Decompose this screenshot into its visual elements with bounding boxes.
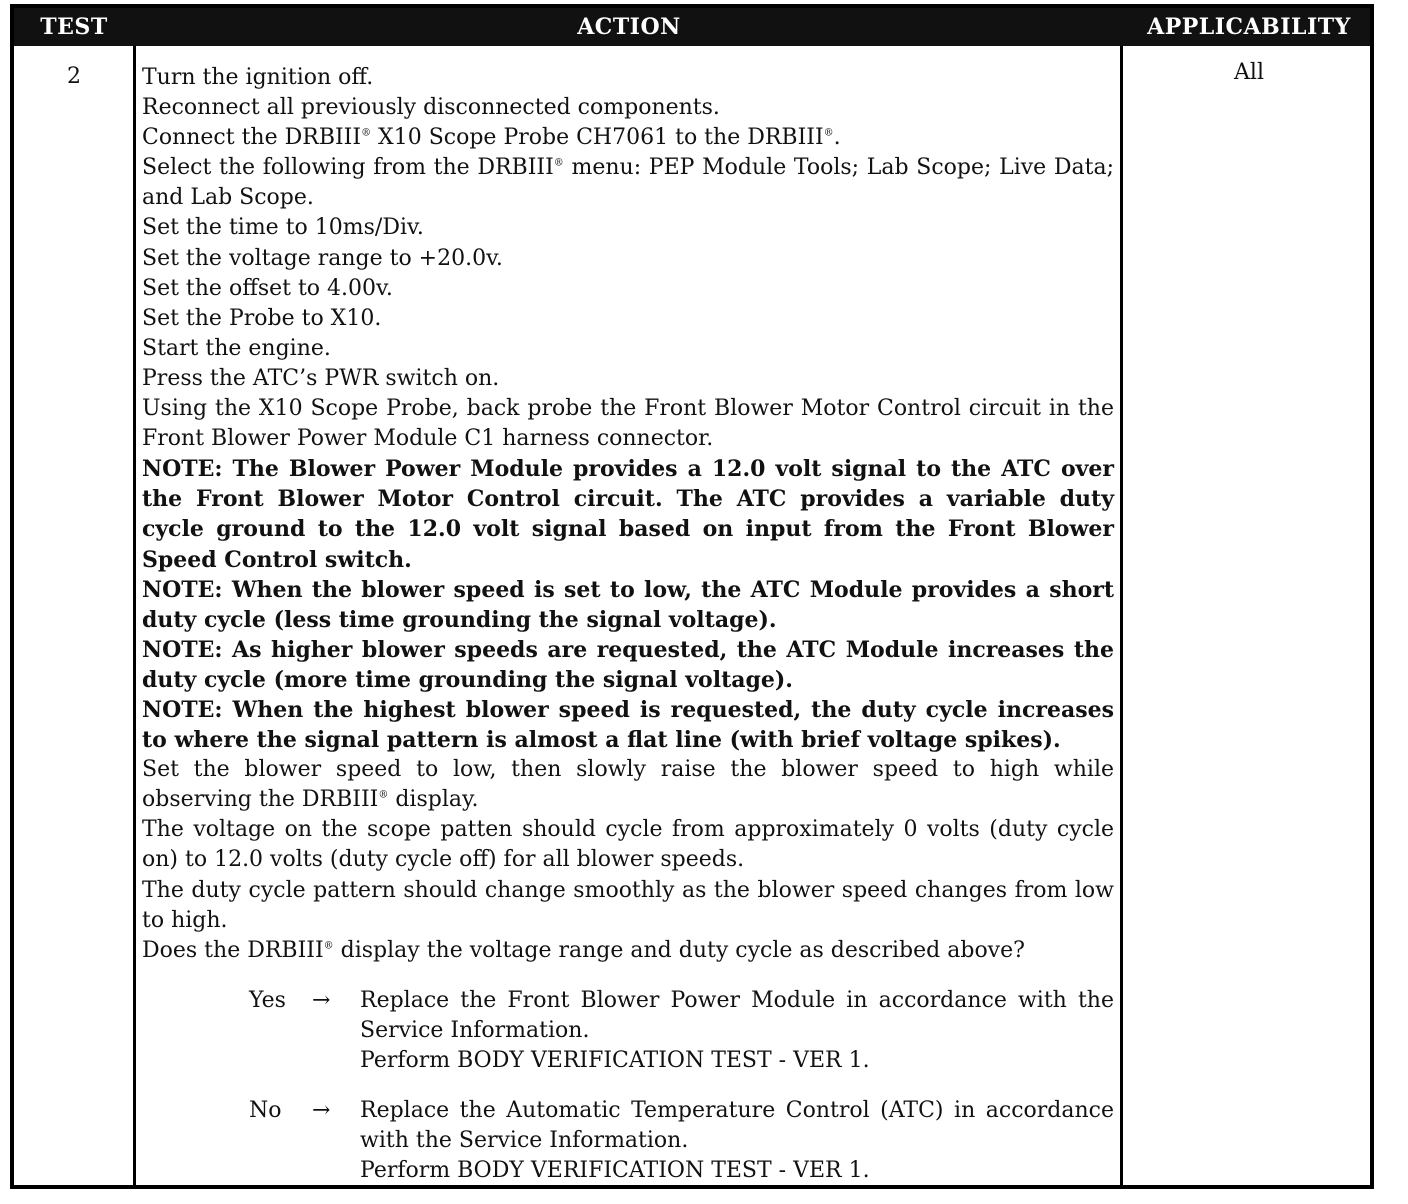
choice-instruction: Perform BODY VERIFICATION TEST - VER 1. bbox=[360, 1048, 870, 1073]
action-step: Connect the DRBIII® X10 Scope Probe CH7061 to the DRBIII®. bbox=[142, 125, 841, 151]
action-step: The duty cycle pattern should change smoothly as the blower speed changes from low to high. bbox=[142, 877, 1114, 933]
column-divider bbox=[133, 46, 136, 1185]
note-text: NOTE: When the blower speed is set to low, the ATC Module provides a short duty cycle (less time grounding the signal voltage). bbox=[142, 576, 1114, 633]
diagnostic-test-table bbox=[10, 4, 1374, 1189]
choice-yes bbox=[142, 986, 1114, 1076]
choice-instruction: Replace the Front Blower Power Module in accordance with the Service Information. bbox=[360, 987, 1114, 1043]
action-step: Select the following from the DRBIII® menu: PEP Module Tools; Lab Scope; Live Data; and Lab Scope. bbox=[142, 155, 1114, 211]
action-step: Press the ATC’s PWR switch on. bbox=[142, 365, 500, 391]
action-steps bbox=[142, 63, 1114, 966]
choice-label: Yes bbox=[249, 987, 286, 1013]
choice-instructions bbox=[360, 1096, 1114, 1186]
action-step: Set the Probe to X10. bbox=[142, 305, 382, 331]
choice-instructions bbox=[360, 986, 1114, 1076]
action-step: Set the time to 10ms/Div. bbox=[142, 215, 424, 241]
action-step: Set the voltage range to +20.0v. bbox=[142, 245, 503, 271]
action-step: Set the blower speed to low, then slowly raise the blower speed to high while observing the DRBIII® display. bbox=[142, 757, 1114, 813]
note-text: NOTE: When the highest blower speed is requested, the duty cycle increases to where the signal pattern is almost a flat line (with brief voltage spikes). bbox=[142, 696, 1114, 754]
action-step: Reconnect all previously disconnected components. bbox=[142, 95, 720, 121]
result-choices bbox=[142, 986, 1114, 1187]
note-text: NOTE: As higher blower speeds are requested, the ATC Module increases the duty cycle (more time grounding the signal voltage). bbox=[142, 636, 1114, 693]
action-step: Set the offset to 4.00v. bbox=[142, 275, 393, 301]
header-applicability: APPLICABILITY bbox=[1147, 14, 1351, 40]
action-step: Using the X10 Scope Probe, back probe the Front Blower Motor Control circuit in the Front Blower Power Module C1 harness connector. bbox=[142, 396, 1114, 452]
column-divider bbox=[1120, 46, 1123, 1185]
action-step: The voltage on the scope patten should cycle from approximately 0 volts (duty cycle on) to 12.0 volts (duty cycle off) for all blower speeds. bbox=[142, 817, 1114, 873]
arrow-right-icon: → bbox=[312, 987, 331, 1013]
action-step: Does the DRBIII® display the voltage range and duty cycle as described above? bbox=[142, 937, 1025, 963]
header-test: TEST bbox=[40, 14, 108, 40]
action-step: Start the engine. bbox=[142, 335, 331, 361]
note-text: NOTE: The Blower Power Module provides a 12.0 volt signal to the ATC over the Front Blower Motor Control circuit. The ATC provides a variable duty cycle ground to the 12.0 volt signal based on input from the Front Blower Speed Control switch. bbox=[142, 456, 1114, 573]
header-action: ACTION bbox=[577, 14, 681, 40]
choice-instruction: Perform BODY VERIFICATION TEST - VER 1. bbox=[360, 1158, 870, 1184]
action-step: Turn the ignition off. bbox=[142, 65, 374, 90]
choice-instruction: Replace the Automatic Temperature Control (ATC) in accordance with the Service Information. bbox=[360, 1098, 1114, 1154]
arrow-right-icon: → bbox=[312, 1098, 331, 1124]
choice-no bbox=[142, 1096, 1114, 1186]
applicability-value: All bbox=[1234, 60, 1264, 85]
table-header bbox=[14, 8, 1370, 46]
choice-label: No bbox=[249, 1098, 282, 1124]
action-cell bbox=[142, 63, 1114, 1186]
test-number: 2 bbox=[67, 64, 81, 89]
